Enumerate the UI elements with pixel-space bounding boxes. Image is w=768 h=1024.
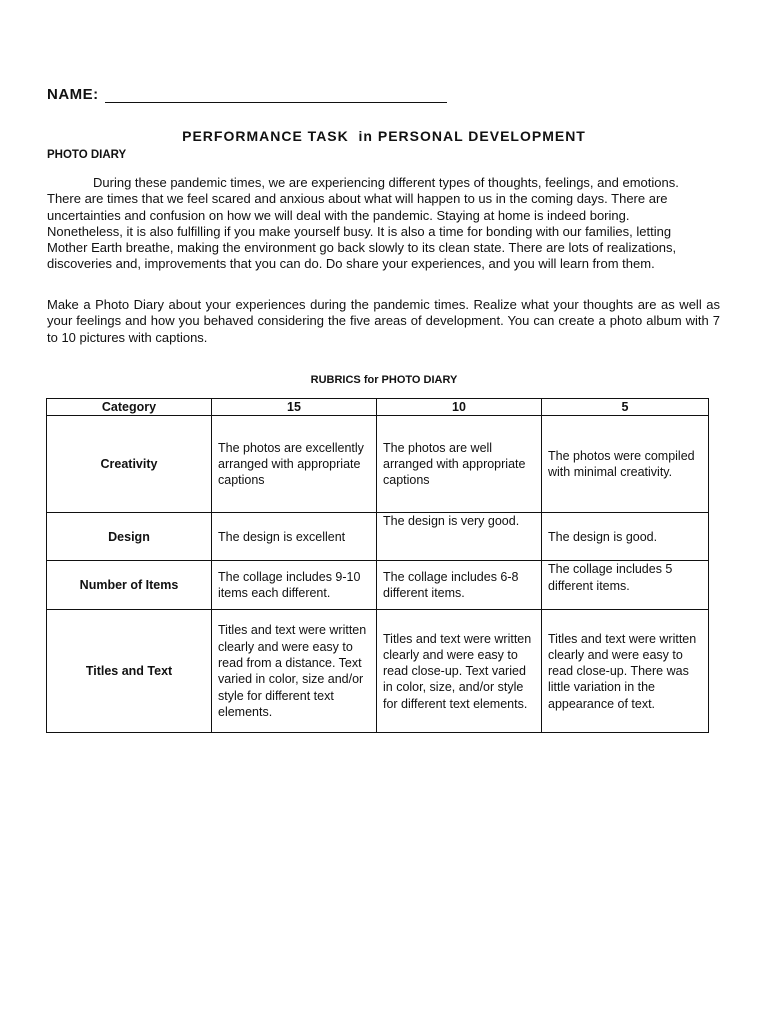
- criteria-cell: Titles and text were written clearly and were easy to read close-up. There was little variation in the appearance of text.: [542, 610, 709, 733]
- criteria-cell: The collage includes 5 different items.: [542, 561, 709, 610]
- section-subheading: PHOTO DIARY: [47, 149, 127, 161]
- category-cell: Creativity: [47, 416, 212, 513]
- header-category: Category: [47, 399, 212, 416]
- intro-paragraph-text: During these pandemic times, we are experiencing different types of thoughts, feelings, and emotions. There are times that we feel scared and anxious about what will happen to us in the coming days. There are uncertainties and confusion on how we will deal with the pandemic. Staying at home is indeed boring. Nonetheless, it is also fulfilling if you make yourself busy. It is also a time for bonding with our families, letting Mother Earth breathe, making the environment go back slowly to its clean state. There are lots of realizations, discoveries and, improvements that you can do. Do share your experiences, and you will learn from them.: [47, 175, 679, 272]
- rubric-header-row: [47, 399, 709, 416]
- criteria-cell: The design is excellent: [212, 513, 377, 561]
- criteria-cell: The collage includes 6-8 different items.: [377, 561, 542, 610]
- table-row: [47, 513, 709, 561]
- criteria-cell: The collage includes 9-10 items each different.: [212, 561, 377, 610]
- page-title: PERFORMANCE TASK in PERSONAL DEVELOPMENT: [182, 128, 586, 144]
- table-row: [47, 561, 709, 610]
- category-cell: Titles and Text: [47, 610, 212, 733]
- rubric-title: RUBRICS for PHOTO DIARY: [310, 374, 458, 386]
- criteria-cell: Titles and text were written clearly and were easy to read from a distance. Text varied in color, size and/or style for different text elements.: [212, 610, 377, 733]
- criteria-cell: The design is good.: [542, 513, 709, 561]
- instructions-paragraph: Make a Photo Diary about your experiences during the pandemic times. Realize what your thoughts are as well as your feelings and how you behaved considering the five areas of development. You can create a photo album with 7 to 10 pictures with captions.: [47, 297, 720, 345]
- header-score-5: 5: [542, 399, 709, 416]
- name-label: NAME:: [47, 86, 99, 103]
- table-row: [47, 416, 709, 513]
- criteria-cell: Titles and text were written clearly and were easy to read close-up. Text varied in color, size, and/or style for different text elements.: [377, 610, 542, 733]
- intro-paragraph: [47, 175, 707, 273]
- name-field-line: [47, 86, 447, 103]
- table-row: [47, 610, 709, 733]
- category-cell: Design: [47, 513, 212, 561]
- criteria-cell: The photos are excellently arranged with appropriate captions: [212, 416, 377, 513]
- criteria-cell: The design is very good.: [377, 513, 542, 561]
- category-cell: Number of Items: [47, 561, 212, 610]
- rubric-table: [46, 398, 709, 733]
- header-score-10: 10: [377, 399, 542, 416]
- criteria-cell: The photos were compiled with minimal creativity.: [542, 416, 709, 513]
- name-blank[interactable]: [105, 88, 447, 103]
- header-score-15: 15: [212, 399, 377, 416]
- criteria-cell: The photos are well arranged with appropriate captions: [377, 416, 542, 513]
